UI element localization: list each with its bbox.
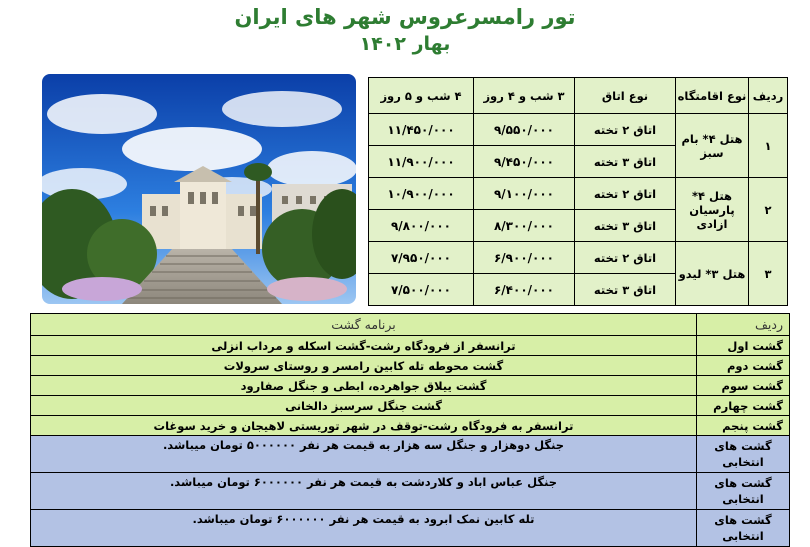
optional-tour-row — [31, 510, 790, 547]
room-type: اتاق ۳ تخته — [575, 274, 676, 306]
program-row — [31, 416, 790, 436]
optional-tour-label: گشت های انتخابی — [697, 510, 790, 547]
optional-tour-row — [31, 473, 790, 510]
program-desc: ترانسفر از فرودگاه رشت-گشت اسکله و مرداب انزلی — [31, 336, 697, 356]
hotel-name: هتل ۴* بام سبز — [676, 114, 749, 178]
room-type: اتاق ۳ تخته — [575, 210, 676, 242]
program-day: گشت سوم — [697, 376, 790, 396]
price-header-row — [369, 78, 788, 114]
price-table — [368, 77, 788, 306]
price-4-nights: ۹/۸۰۰/۰۰۰ — [369, 210, 474, 242]
program-header-desc: برنامه گشت — [31, 314, 697, 336]
header-4-nights: ۴ شب و ۵ روز — [369, 78, 474, 114]
price-4-nights: ۷/۹۵۰/۰۰۰ — [369, 242, 474, 274]
optional-tour-label: گشت های انتخابی — [697, 473, 790, 510]
row-number: ۳ — [749, 242, 788, 306]
room-type: اتاق ۳ تخته — [575, 146, 676, 178]
optional-tour-label: گشت های انتخابی — [697, 436, 790, 473]
room-type: اتاق ۲ تخته — [575, 242, 676, 274]
program-header-row-no: ردیف — [697, 314, 790, 336]
program-desc: گشت جنگل سرسبز دالخانی — [31, 396, 697, 416]
price-4-nights: ۱۰/۹۰۰/۰۰۰ — [369, 178, 474, 210]
price-3-nights: ۹/۱۰۰/۰۰۰ — [474, 178, 575, 210]
header-row-no: ردیف — [749, 78, 788, 114]
price-3-nights: ۶/۴۰۰/۰۰۰ — [474, 274, 575, 306]
page-subtitle: بهار ۱۴۰۲ — [359, 33, 451, 55]
optional-tour-desc: جنگل دوهزار و جنگل سه هزار به قیمت هر نفر ۵۰۰۰۰۰۰ تومان میباشد. — [31, 436, 697, 473]
program-row — [31, 356, 790, 376]
price-4-nights: ۱۱/۴۵۰/۰۰۰ — [369, 114, 474, 146]
program-row — [31, 336, 790, 356]
optional-tour-desc: جنگل عباس اباد و کلاردشت به قیمت هر نفر ۶۰۰۰۰۰۰ تومان میباشد. — [31, 473, 697, 510]
program-day: گشت پنجم — [697, 416, 790, 436]
price-3-nights: ۹/۴۵۰/۰۰۰ — [474, 146, 575, 178]
room-type: اتاق ۲ تخته — [575, 114, 676, 146]
header-3-nights: ۳ شب و ۴ روز — [474, 78, 575, 114]
price-row — [369, 242, 788, 274]
page-title: تور رامسرعروس شهر های ایران — [234, 5, 576, 29]
optional-tour-row — [31, 436, 790, 473]
header-hotel-type: نوع اقامتگاه — [676, 78, 749, 114]
price-4-nights: ۱۱/۹۰۰/۰۰۰ — [369, 146, 474, 178]
program-day: گشت دوم — [697, 356, 790, 376]
row-number: ۲ — [749, 178, 788, 242]
program-day: گشت اول — [697, 336, 790, 356]
optional-tour-desc: تله کابین نمک ابرود به قیمت هر نفر ۶۰۰۰۰۰۰ تومان میباشد. — [31, 510, 697, 547]
program-desc: گشت محوطه تله کابین رامسر و روستای سرولات — [31, 356, 697, 376]
ramsar-palace-photo — [42, 74, 356, 304]
program-row — [31, 376, 790, 396]
program-desc: گشت ییلاق جواهرده، ابطی و جنگل صفارود — [31, 376, 697, 396]
price-row — [369, 114, 788, 146]
row-number: ۱ — [749, 114, 788, 178]
header-room-type: نوع اتاق — [575, 78, 676, 114]
hotel-name: هتل ۴* پارسیان ازادی — [676, 178, 749, 242]
tour-program-table — [30, 313, 790, 547]
program-desc: ترانسفر به فرودگاه رشت-توقف در شهر توریستی لاهیجان و خرید سوغات — [31, 416, 697, 436]
price-3-nights: ۸/۳۰۰/۰۰۰ — [474, 210, 575, 242]
price-4-nights: ۷/۵۰۰/۰۰۰ — [369, 274, 474, 306]
price-row — [369, 178, 788, 210]
price-3-nights: ۶/۹۰۰/۰۰۰ — [474, 242, 575, 274]
room-type: اتاق ۲ تخته — [575, 178, 676, 210]
program-header-row — [31, 314, 790, 336]
hotel-name: هتل ۳* لیدو — [676, 242, 749, 306]
program-row — [31, 396, 790, 416]
price-3-nights: ۹/۵۵۰/۰۰۰ — [474, 114, 575, 146]
program-day: گشت چهارم — [697, 396, 790, 416]
